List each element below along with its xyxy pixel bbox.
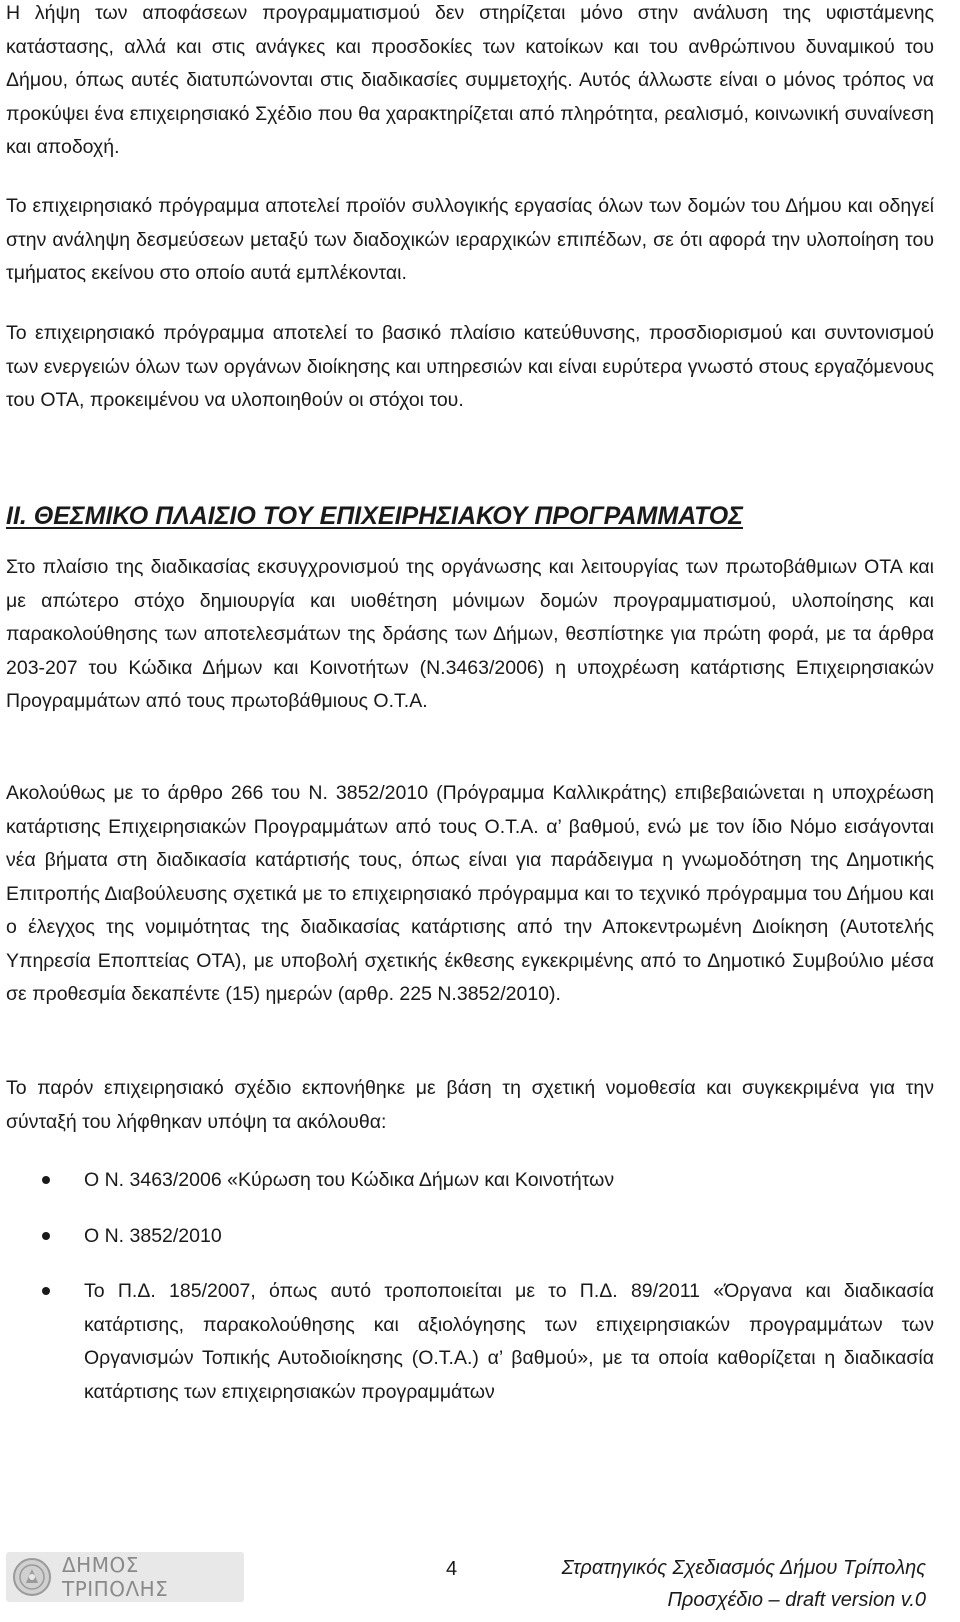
legislation-list (6, 1164, 934, 1431)
paragraph-framework: Το επιχειρησιακό πρόγραμμα αποτελεί το βασικό πλαίσιο κατεύθυνσης, προσδιορισμού και συντονισμού των ενεργειών όλων των οργάνων διοίκησης και υπηρεσιών και είναι ευρύτερα γνωστό στους εργαζόμενους του ΟΤΑ, προκειμένου να υλοποιηθούν οι στόχοι του. (6, 322, 934, 411)
paragraph-kallikratis: Ακολούθως με το άρθρο 266 του Ν. 3852/2010 (Πρόγραμμα Καλλικράτης) επιβεβαιώνεται η υποχρέωση κατάρτισης Επιχειρησιακών Προγραμμάτων από τους Ο.Τ.Α. α’ βαθμού, ενώ με τον ίδιο Νόμο εισάγονται νέα βήματα στη διαδικασία κατάρτισής τους, όπως είναι για παράδειγμα η γνωμοδότηση της Δημοτικής Επιτροπής Διαβούλευσης σχετικά με το επιχειρησιακό πρόγραμμα και το τεχνικό πρόγραμμα του Δήμου και ο έλεγχος της νομιμότητας της διαδικασίας κατάρτισης από την Αποκεντρωμένη Διοίκηση (Αυτοτελής Υπηρεσία Εποπτείας ΟΤΑ), με υποβολή σχετικής έκθεσης εγκεκριμένης από το Δημοτικό Συμβούλιο μέσα σε προθεσμία δεκαπέντε (15) ημερών (αρθρ. 225 Ν.3852/2010). (6, 782, 934, 1005)
municipal-seal-icon (12, 1557, 52, 1597)
list-item (6, 1275, 934, 1409)
bullet-icon (42, 1287, 50, 1295)
paragraph-legislation-intro: Το παρόν επιχειρησιακό σχέδιο εκπονήθηκε με βάση τη σχετική νομοθεσία και συγκεκριμένα για την σύνταξή του λήφθηκαν υπόψη τα ακόλουθα: (6, 1077, 934, 1133)
page-number: 4 (446, 1558, 458, 1580)
list-item (6, 1164, 934, 1198)
list-item-text: Ο Ν. 3463/2006 «Κύρωση του Κώδικα Δήμων και Κοινοτήτων (84, 1169, 615, 1191)
section-heading: ΙΙ. ΘΕΣΜΙΚΟ ΠΛΑΙΣΙΟ ΤΟΥ ΕΠΙΧΕΙΡΗΣΙΑΚΟΥ ΠΡΟΓΡΑΜΜΑΤΟΣ (6, 502, 743, 530)
list-item-text: Ο Ν. 3852/2010 (84, 1224, 222, 1247)
paragraph-decision-making: Η λήψη των αποφάσεων προγραμματισμού δεν στηρίζεται μόνο στην ανάλυση της υφιστάμενης κατάστασης, αλλά και στις ανάγκες και προσδοκίες των κατοίκων και του ανθρώπινου δυναμικού του Δήμου, όπως αυτές διατυπώνονται στις διαδικασίες συμμετοχής. Αυτός άλλωστε είναι ο μόνος τρόπος να προκύψει ένα επιχειρησιακό Σχέδιο που θα χαρακτηρίζεται από πληρότητα, ρεαλισμό, κοινωνική συναίνεση και αποδοχή. (6, 2, 934, 158)
list-item-text: Το Π.Δ. 185/2007, όπως αυτό τροποποιείται με το Π.Δ. 89/2011 «Όργανα και διαδικασία κατάρτισης, παρακολούθησης και αξιολόγησης των επιχειρησιακών προγραμμάτων των Οργανισμών Τοπικής Αυτοδιοίκησης (Ο.Τ.Α.) α’ βαθμού», με τα οποία καθορίζεται η διαδικασία κατάρτισης των επιχειρησιακών προγραμμάτων (84, 1280, 934, 1403)
list-item (6, 1220, 934, 1254)
paragraph-institutional-modernization: Στο πλαίσιο της διαδικασίας εκσυγχρονισμού της οργάνωσης και λειτουργίας των πρωτοβάθμιων ΟΤΑ και με απώτερο στόχο δημιουργία και υιοθέτηση μόνιμων δομών προγραμματισμού, υλοποίησης και παρακολούθησης των αποτελεσμάτων της δράσης των Δήμων, θεσπίστηκε για πρώτη φορά, με τα άρθρα 203-207 του Κώδικα Δήμων και Κοινοτήτων (Ν.3463/2006) η υποχρέωση κατάρτισης Επιχειρησιακών Προγραμμάτων από τους πρωτοβάθμιους Ο.Τ.Α. (6, 556, 934, 712)
logo-text: ΔΗΜΟΣ ΤΡΙΠΟΛΗΣ (62, 1553, 169, 1601)
footer-document-title (562, 1552, 926, 1616)
bullet-icon (42, 1232, 50, 1240)
paragraph-collective-work: Το επιχειρησιακό πρόγραμμα αποτελεί προϊόν συλλογικής εργασίας όλων των δομών του Δήμου και οδηγεί στην ανάληψη δεσμεύσεων μεταξύ των διαδοχικών ιεραρχικών επιπέδων, σε ότι αφορά την υλοποίηση του τμήματος εκείνου στο οποίο αυτά εμπλέκονται. (6, 195, 934, 284)
footer-title-line: Στρατηγικός Σχεδιασμός Δήμου Τρίπολης (561, 1557, 926, 1579)
bullet-icon (42, 1176, 50, 1184)
municipality-logo (6, 1552, 244, 1602)
footer-version-line: Προσχέδιο – draft version v.0 (667, 1589, 926, 1611)
